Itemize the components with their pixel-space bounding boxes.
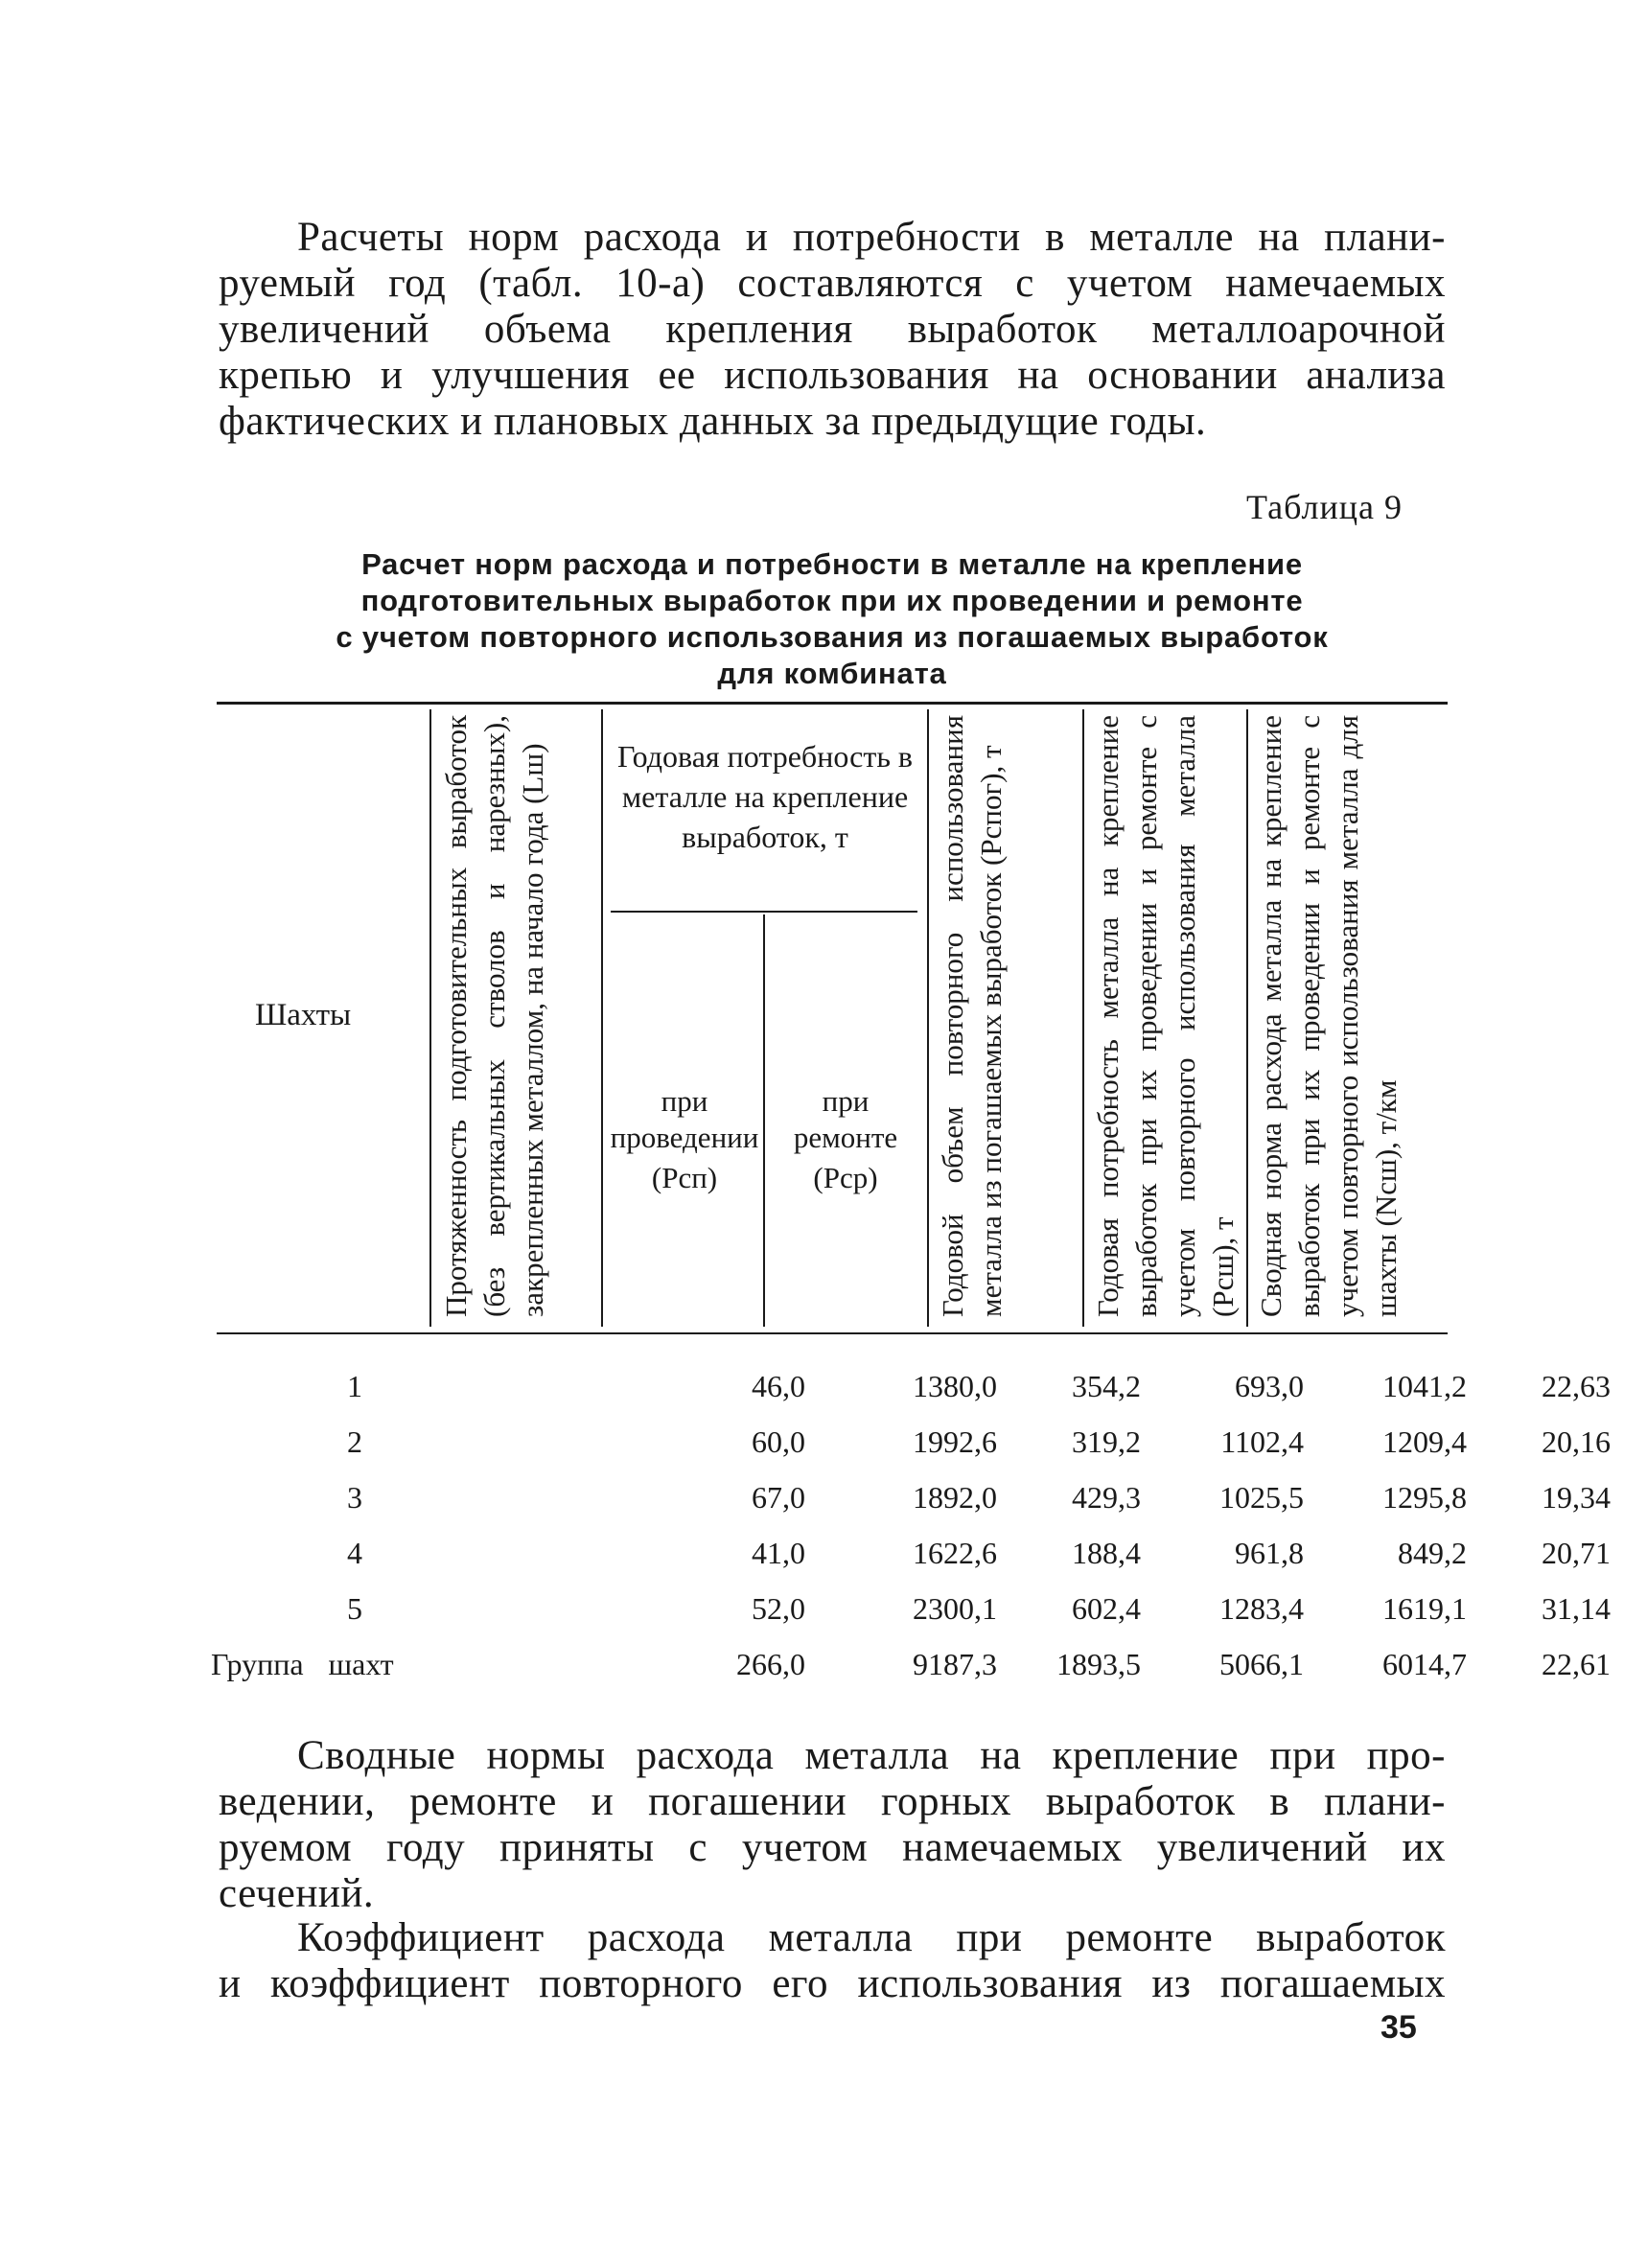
cell-length: 67,0 xyxy=(752,1480,805,1515)
caption-line: для комбината xyxy=(717,657,947,690)
cell-reuse: 1283,4 xyxy=(1219,1591,1304,1626)
intro-line: фактических и плановых данных за предыдущие годы. xyxy=(219,399,1207,444)
cell-norm: 31,14 xyxy=(1542,1591,1611,1626)
cell-mine: 2 xyxy=(347,1424,362,1459)
header-during-repair: при ремонте (Pср) xyxy=(767,1083,924,1196)
table-row xyxy=(220,1480,1611,1524)
outro-line: и коэффициент повторного его использования из погашаемых xyxy=(219,1961,1446,2006)
cell-reuse: 961,8 xyxy=(1235,1536,1304,1570)
cell-repair: 188,4 xyxy=(1072,1536,1141,1570)
caption-line: подготовительных выработок при их проведении и ремонте xyxy=(360,584,1304,617)
intro-line: увеличений объема крепления выработок металлоарочной xyxy=(219,307,1446,352)
header-reuse: Годовой объем повторного использования металла из погашаемых выработок (Pспог), т xyxy=(936,715,1008,1317)
intro-line: крепью и улучшения ее использования на основании анализа xyxy=(219,353,1446,398)
intro-line: руемый год (табл. 10-а) составляются с учетом намечаемых xyxy=(219,261,1446,306)
col-divider xyxy=(601,709,603,1327)
header-during-driving: при проведении (Pсп) xyxy=(606,1083,763,1196)
table-row xyxy=(220,1536,1611,1580)
subgroup-rule xyxy=(611,911,917,913)
cell-total: 1619,1 xyxy=(1382,1591,1467,1626)
symbol-p-r: (Pср) xyxy=(813,1161,878,1194)
cell-driving: 1992,6 xyxy=(913,1424,997,1459)
col-divider xyxy=(927,709,929,1327)
intro-paragraph xyxy=(219,215,1446,445)
cell-total: 1209,4 xyxy=(1382,1424,1467,1459)
cell-driving: 1622,6 xyxy=(913,1536,997,1570)
header-total-need: Годовая потребность металла на крепление выработок при их проведении и ремонте с учетом повторного использования металла (Pсш), т xyxy=(1091,715,1240,1317)
cell-repair: 429,3 xyxy=(1072,1480,1141,1515)
cell-driving: 1892,0 xyxy=(913,1480,997,1515)
header-length: Протяженность подготовительных выработок (без вертикальных стволов и нарезных), закрепленных металлом, на начало года (Lш) xyxy=(439,715,549,1317)
col-divider xyxy=(429,709,431,1327)
cell-norm: 20,16 xyxy=(1542,1424,1611,1459)
cell-reuse: 1025,5 xyxy=(1219,1480,1304,1515)
cell-norm: 22,61 xyxy=(1542,1647,1611,1681)
cell-mine: 1 xyxy=(347,1369,362,1403)
intro-line: Расчеты норм расхода и потребности в металле на плани- xyxy=(297,215,1446,260)
cell-driving: 1380,0 xyxy=(913,1369,997,1403)
cell-norm: 22,63 xyxy=(1542,1369,1611,1403)
cell-repair: 602,4 xyxy=(1072,1591,1141,1626)
outro-line: руемом году приняты с учетом намечаемых увеличений их xyxy=(219,1825,1446,1870)
table-row xyxy=(220,1424,1611,1469)
page-number: 35 xyxy=(1380,2009,1417,2046)
table-number: Таблица 9 xyxy=(1246,488,1403,526)
cell-length: 52,0 xyxy=(752,1591,805,1626)
outro-paragraph-2 xyxy=(219,1915,1446,2007)
symbol-p-n: (Pсп) xyxy=(651,1161,718,1194)
cell-mine: Группа шахт xyxy=(211,1647,394,1681)
cell-repair: 354,2 xyxy=(1072,1369,1141,1403)
cell-total: 1295,8 xyxy=(1382,1480,1467,1515)
cell-reuse: 1102,4 xyxy=(1220,1424,1304,1459)
outro-line: Сводные нормы расхода металла на крепление при про- xyxy=(297,1733,1446,1778)
table-caption xyxy=(219,546,1446,692)
caption-line: с учетом повторного использования из погашаемых выработок xyxy=(336,620,1329,654)
outro-line: ведении, ремонте и погашении горных выработок в плани- xyxy=(219,1779,1446,1824)
table-top-rule xyxy=(217,702,1448,705)
cell-norm: 19,34 xyxy=(1542,1480,1611,1515)
cell-reuse: 693,0 xyxy=(1235,1369,1304,1403)
cell-norm: 20,71 xyxy=(1542,1536,1611,1570)
cell-driving: 9187,3 xyxy=(913,1647,997,1681)
cell-repair: 1893,5 xyxy=(1056,1647,1141,1681)
col-divider xyxy=(1246,709,1248,1327)
cell-mine: 5 xyxy=(347,1591,362,1626)
cell-mine: 3 xyxy=(347,1480,362,1515)
cell-mine: 4 xyxy=(347,1536,362,1570)
table-header-bottom-rule xyxy=(217,1332,1448,1334)
cell-length: 60,0 xyxy=(752,1424,805,1459)
caption-line: Расчет норм расхода и потребности в металле на крепление xyxy=(361,547,1303,581)
cell-total: 1041,2 xyxy=(1382,1369,1467,1403)
table-row xyxy=(220,1591,1611,1635)
col-divider xyxy=(1082,709,1084,1327)
cell-driving: 2300,1 xyxy=(913,1591,997,1626)
header-annual-need: Годовая потребность в металле на крепление выработок, т xyxy=(616,739,914,854)
table-row xyxy=(220,1369,1611,1413)
cell-total: 849,2 xyxy=(1398,1536,1467,1570)
header-norm: Сводная норма расхода металла на крепление выработок при их проведении и ремонте с учетом повторного использования металла для шахты (Nсш), т/км xyxy=(1254,715,1403,1317)
cell-repair: 319,2 xyxy=(1072,1424,1141,1459)
subgroup-divider xyxy=(763,914,765,1327)
cell-length: 41,0 xyxy=(752,1536,805,1570)
header-mines: Шахты xyxy=(255,998,352,1032)
cell-length: 46,0 xyxy=(752,1369,805,1403)
cell-total: 6014,7 xyxy=(1382,1647,1467,1681)
table-row-total xyxy=(211,1647,1611,1691)
cell-length: 266,0 xyxy=(736,1647,805,1681)
cell-reuse: 5066,1 xyxy=(1219,1647,1304,1681)
outro-line: Коэффициент расхода металла при ремонте выработок xyxy=(297,1915,1446,1960)
outro-line: сечений. xyxy=(219,1871,375,1916)
outro-paragraph-1 xyxy=(219,1733,1446,1917)
